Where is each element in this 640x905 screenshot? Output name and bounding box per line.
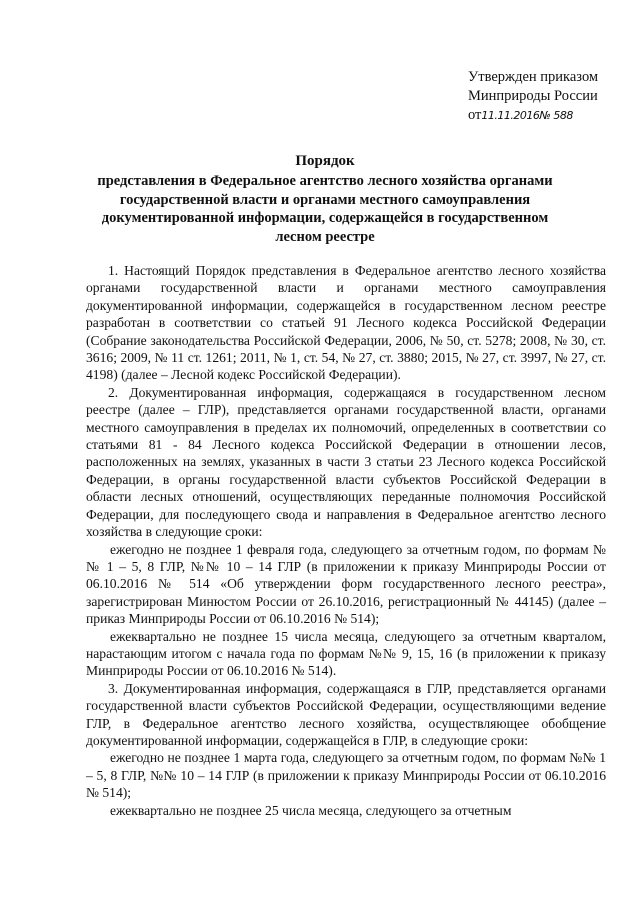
- paragraph-2: 2. Документированная информация, содержащаяся в государственном лесном реестре (далее – ГЛР), представляется органами государственной власти, органами местного самоуправления в пределах их полномочий, определенных в соответствии со статьями 81 - 84 Лесного кодекса Российской Федерации в отношении лесов, расположенных на землях, указанных в части 3 статьи 23 Лесного кодекса Российской Федерации, в органы государственной власти субъектов Российской Федерации в области лесных отношений, осуществляющих переданные полномочия Российской Федерации, для последующего свода и направления в Федеральное агентство лесного хозяйства в следующие сроки:: [86, 384, 606, 540]
- paragraph-3: 3. Документированная информация, содержащаяся в ГЛР, представляется органами государственной власти субъектов Российской Федерации, осуществляющими ведение ГЛР, в Федеральное агентство лесного хозяйства, осуществляющее обобщение документированной информации, содержащейся в ГЛР, в следующие сроки:: [86, 680, 606, 748]
- approval-stamp: [468, 68, 628, 125]
- approval-date-prefix: от: [468, 107, 482, 123]
- paragraph-2-quarterly: ежеквартально не позднее 15 числа месяца, следующего за отчетным кварталом, нарастающим итогом с начала года по формам №№ 9, 15, 16 (в приложении к приказу Минприроды России от 06.10.2016 № 514).: [86, 628, 606, 679]
- approval-line-3: [468, 106, 628, 125]
- document-body: [86, 262, 606, 819]
- title-subtitle: представления в Федеральное агентство лесного хозяйства органами государственной власти и органами местного самоуправления документированной информации, содержащейся в государственном лесном реестре: [97, 173, 553, 245]
- title-heading: Порядок: [295, 153, 355, 169]
- approval-line-2: Минприроды России: [468, 88, 598, 104]
- paragraph-1: 1. Настоящий Порядок представления в Федеральное агентство лесного хозяйства органами государственной власти и органами местного самоуправления документированной информации, содержащейся в государственном лесном реестре разработан в соответствии со статьей 91 Лесного кодекса Российской Федерации (Собрание законодательства Российской Федерации, 2006, № 50, ст. 5278; 2008, № 30, ст. 3616; 2009, № 11 ст. 1261; 2011, № 1, ст. 54, № 27, ст. 3880; 2015, № 27, ст. 3997, № 27, ст. 4198) (далее – Лесной кодекс Российской Федерации).: [86, 263, 606, 383]
- document-title: [80, 152, 570, 246]
- paragraph-3-quarterly: ежеквартально не позднее 25 числа месяца, следующего за отчетным: [110, 802, 512, 818]
- paragraph-2-annual: ежегодно не позднее 1 февраля года, следующего за отчетным годом, по формам №№ 1 – 5, 8 ГЛР, №№ 10 – 14 ГЛР (в приложении к приказу Минприроды России от 06.10.2016 № 514 «Об утверждении форм государственного лесного реестра», зарегистрирован Минюстом России от 26.10.2016, регистрационный № 44145) (далее – приказ Минприроды России от 06.10.2016 № 514);: [86, 541, 606, 627]
- approval-line-1: Утвержден приказом: [468, 69, 599, 85]
- paragraph-3-annual: ежегодно не позднее 1 марта года, следующего за отчетным годом, по формам №№ 1 – 5, 8 ГЛР, №№ 10 – 14 ГЛР (в приложении к приказу Минприроды России от 06.10.2016 № 514);: [86, 750, 606, 801]
- handwritten-date-number: 11.11.2016№ 588: [481, 109, 573, 122]
